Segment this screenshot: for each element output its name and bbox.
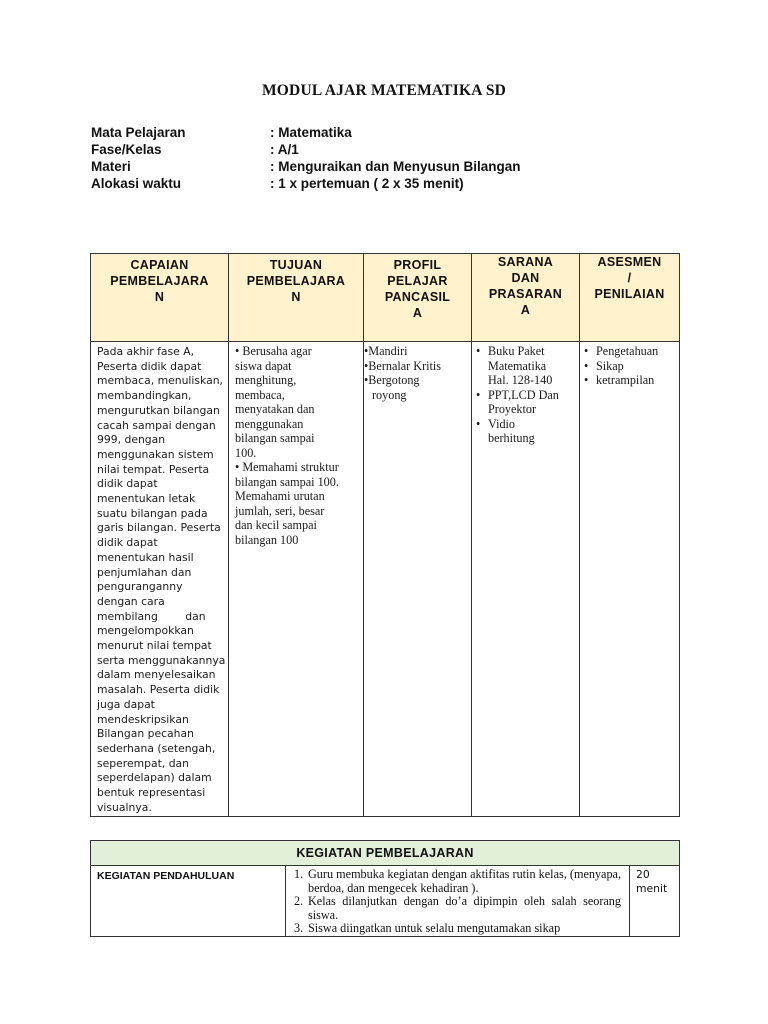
header-profil: PROFIL PELAJAR PANCASIL A bbox=[364, 254, 472, 342]
steps-cell bbox=[286, 866, 630, 937]
header-sarana: SARANA DAN PRASARAN A bbox=[472, 254, 580, 342]
text-line: menyatakan dan bbox=[235, 402, 315, 416]
text-line: membaca, bbox=[235, 387, 285, 402]
text-line: Bilangan pecahan bbox=[97, 727, 194, 741]
text-line: Pada akhir fase A, bbox=[97, 345, 195, 358]
text-line: bilangan sampai bbox=[235, 431, 315, 445]
text-line: menurut nilai tempat bbox=[97, 639, 212, 653]
text-line: mendeskripsikan bbox=[97, 712, 189, 726]
table-header-row bbox=[91, 254, 680, 342]
text-line: serta menggunakannya bbox=[97, 653, 226, 667]
cell-capaian bbox=[91, 342, 229, 817]
text-line: membilang dan bbox=[97, 609, 206, 623]
cell-sarana bbox=[472, 342, 580, 817]
text-line: didik dapat bbox=[97, 477, 158, 491]
text-line: 100. bbox=[235, 445, 257, 460]
table-row bbox=[91, 866, 680, 937]
list-item-continuation: royong bbox=[372, 387, 407, 402]
info-label: Alokasi waktu bbox=[91, 176, 182, 191]
text-line: garis bilangan. Peserta bbox=[97, 521, 221, 535]
list-item-continuation: Hal. 128-140 bbox=[488, 373, 553, 387]
info-label: Fase/Kelas bbox=[91, 142, 162, 157]
text-line: suatu bilangan pada bbox=[97, 506, 208, 520]
table-row bbox=[91, 342, 680, 817]
activities-header: KEGIATAN PEMBELAJARAN bbox=[91, 841, 680, 866]
text-line: dan kecil sampai bbox=[235, 518, 317, 532]
info-row-subject bbox=[91, 124, 521, 141]
list-item: • Vidio bbox=[476, 416, 516, 431]
info-row-phase bbox=[91, 141, 521, 158]
info-label: Materi bbox=[91, 159, 131, 174]
text-line: visualnya. bbox=[97, 800, 152, 814]
text-line: Peserta didik dapat bbox=[97, 359, 202, 373]
text-line: menggunakan sistem bbox=[97, 447, 214, 461]
list-item-continuation: berhitung bbox=[488, 431, 535, 445]
text-line: menggunakan bbox=[235, 416, 304, 431]
text-line: dengan cara bbox=[97, 594, 165, 608]
cell-tujuan bbox=[229, 342, 364, 817]
list-item: •Bernalar Kritis bbox=[364, 358, 442, 373]
text-line: mengelompokkan bbox=[97, 624, 194, 638]
list-item: 3. Siswa diingatkan untuk selalu mengutamakan sikap bbox=[294, 921, 561, 936]
learning-plan-table bbox=[90, 253, 680, 817]
cell-profil bbox=[364, 342, 472, 817]
text-line: didik dapat bbox=[97, 536, 158, 550]
tujuan-text bbox=[229, 342, 363, 547]
time-cell bbox=[630, 866, 680, 937]
text-line: bentuk representasi bbox=[97, 786, 206, 800]
text-line: • Memahami struktur bbox=[235, 460, 339, 474]
text-line: • Berusaha agar bbox=[235, 344, 312, 358]
list-item: •Mandiri bbox=[364, 344, 408, 358]
text-line: membaca, menuliskan, bbox=[97, 374, 223, 388]
module-info bbox=[91, 124, 521, 192]
text-line: 999, dengan bbox=[97, 433, 166, 447]
text-line: mengurutkan bilangan bbox=[97, 403, 220, 417]
text-line: menentukan hasil bbox=[97, 550, 194, 564]
text-line: seperdelapan) dalam bbox=[97, 771, 212, 785]
info-value: : Menguraikan dan Menyusun Bilangan bbox=[270, 159, 521, 174]
section-label: KEGIATAN PENDAHULUAN bbox=[97, 870, 235, 882]
info-value: : A/1 bbox=[270, 142, 299, 157]
text-line: bilangan sampai 100. bbox=[235, 474, 339, 489]
header-tujuan: TUJUAN PEMBELAJARA N bbox=[229, 254, 364, 342]
info-value: : 1 x pertemuan ( 2 x 35 menit) bbox=[270, 176, 464, 191]
list-item: 2. Kelas dilanjutkan dengan do’a dipimpin oleh salah seorang siswa. bbox=[294, 894, 621, 922]
list-item: • ketrampilan bbox=[584, 373, 655, 387]
text-line: cacah sampai dengan bbox=[97, 418, 216, 432]
header-asesmen: ASESMEN / PENILAIAN bbox=[580, 254, 680, 342]
text-line: penguranganny bbox=[97, 580, 183, 594]
text-line: juga dapat bbox=[97, 697, 155, 711]
header-capaian: CAPAIAN PEMBELAJARA N bbox=[91, 254, 229, 342]
info-value: : Matematika bbox=[270, 125, 352, 140]
text-line: sederhana (setengah, bbox=[97, 741, 216, 755]
text-line: menghitung, bbox=[235, 373, 297, 387]
document-title: MODUL AJAR MATEMATIKA SD bbox=[261, 82, 507, 99]
time-value: 20 bbox=[636, 868, 650, 881]
cell-asesmen bbox=[580, 342, 680, 817]
text-line: dalam menyelesaikan bbox=[97, 668, 216, 682]
list-item: • Buku Paket bbox=[476, 344, 545, 358]
activities-table bbox=[90, 840, 680, 937]
text-line: seperempat, dan bbox=[97, 756, 190, 770]
list-item-continuation: Matematika bbox=[488, 358, 547, 373]
capaian-text bbox=[91, 342, 228, 816]
list-item-continuation: Proyektor bbox=[488, 402, 537, 416]
list-item: • Sikap bbox=[584, 358, 624, 373]
text-line: penjumlahan dan bbox=[97, 565, 192, 579]
text-line: bilangan 100 bbox=[235, 532, 299, 547]
info-row-time bbox=[91, 175, 521, 192]
text-line: siswa dapat bbox=[235, 358, 292, 373]
list-item: • Pengetahuan bbox=[584, 344, 659, 358]
text-line: masalah. Peserta didik bbox=[97, 683, 220, 697]
text-line: Memahami urutan bbox=[235, 489, 325, 503]
time-unit: menit bbox=[636, 882, 668, 895]
text-line: jumlah, seri, besar bbox=[235, 503, 325, 518]
list-item: • PPT,LCD Dan bbox=[476, 387, 559, 402]
text-line: menentukan letak bbox=[97, 492, 196, 506]
section-label-cell bbox=[91, 866, 286, 937]
text-line: membandingkan, bbox=[97, 389, 192, 403]
list-item: •Bergotong bbox=[364, 373, 420, 387]
list-item: 1. Guru membuka kegiatan dengan aktifitas rutin kelas, (menyapa, berdoa, dan mengecek kehadiran ). bbox=[294, 867, 621, 895]
info-row-material bbox=[91, 158, 521, 175]
text-line: nilai tempat. Peserta bbox=[97, 462, 210, 476]
info-label: Mata Pelajaran bbox=[91, 125, 186, 140]
